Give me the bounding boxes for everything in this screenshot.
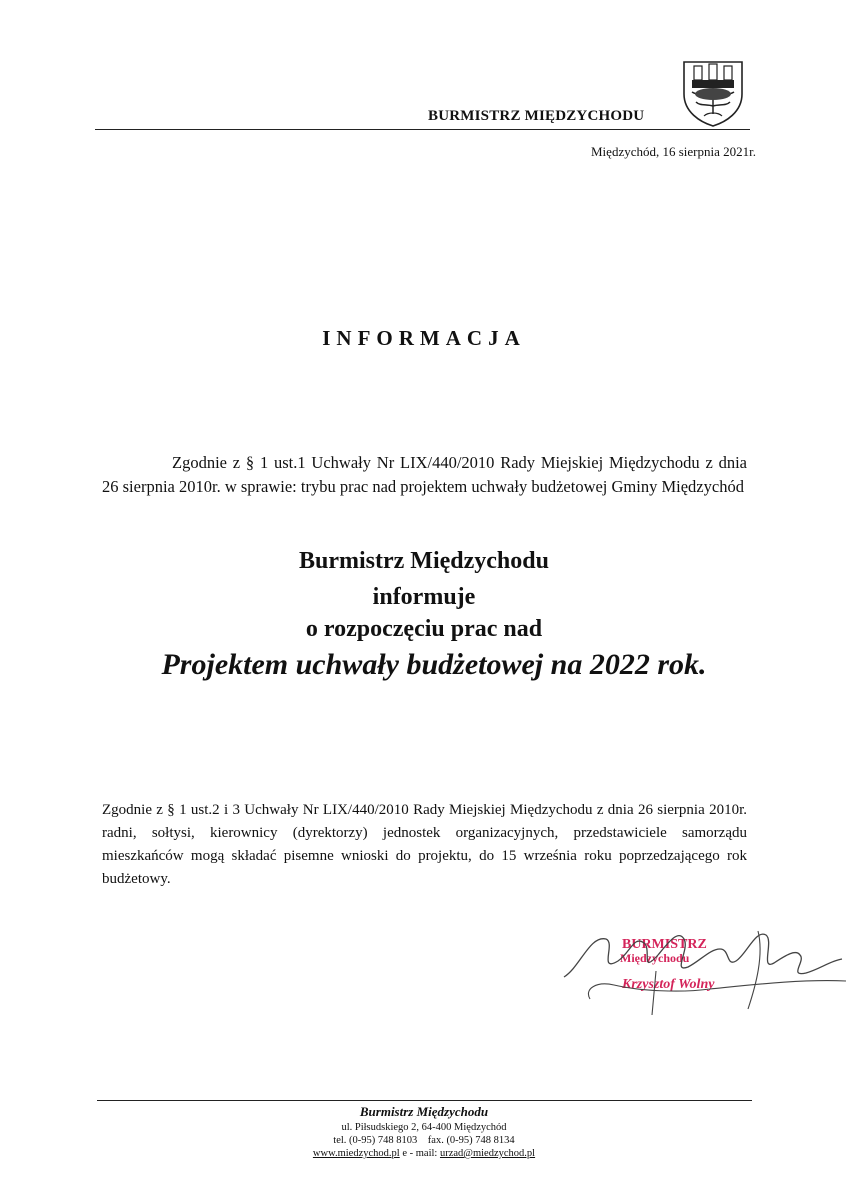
document-date: Międzychód, 16 sierpnia 2021r. <box>591 144 756 159</box>
announcement-line-3: o rozpoczęciu prac nad <box>305 616 543 642</box>
footer-contact <box>0 1147 848 1160</box>
header-title: BURMISTRZ MIĘDZYCHODU <box>428 108 645 124</box>
stamp-subtitle: Międzychodu <box>620 951 690 965</box>
announcement-line-4: Projektem uchwały budżetowej na 2022 rok. <box>161 648 707 681</box>
email-label: e - mail: <box>402 1148 438 1159</box>
announcement-line-2: informuje <box>372 584 476 610</box>
stamp-name: Krzysztof Wolny <box>622 977 715 992</box>
website-link[interactable]: www.miedzychod.pl <box>312 1148 400 1159</box>
email-link[interactable]: urzad@miedzychod.pl <box>439 1148 536 1159</box>
deadline-paragraph: Zgodnie z § 1 ust.2 i 3 Uchwały Nr LIX/440/2010 Rady Miejskiej Międzychodu z dnia 26 sierpnia 2010r. radni, sołtysi, kierownicy (dyrektorzy) jednostek organizacyjnych, przedstawiciele samorządu mieszkańców mogą składać pisemne wnioski do projektu, do 15 września roku poprzedzającego rok budżetowy. <box>102 802 747 887</box>
intro-paragraph: Zgodnie z § 1 ust.1 Uchwały Nr LIX/440/2010 Rady Miejskiej Międzychodu z dnia 26 sierpnia 2010r. w sprawie: trybu prac nad projektem uchwały budżetowej Gminy Międzychód <box>102 453 747 496</box>
footer-title: Burmistrz Międzychodu <box>359 1104 489 1119</box>
footer-address: ul. Piłsudskiego 2, 64-400 Międzychód <box>341 1122 507 1133</box>
footer-phone: tel. (0-95) 748 8103 fax. (0-95) 748 8134 <box>333 1135 515 1146</box>
document-heading: INFORMACJA <box>322 326 526 350</box>
footer-divider <box>97 1100 752 1101</box>
announcement-line-1: Burmistrz Międzychodu <box>299 548 549 574</box>
signature-stamp <box>560 915 848 1025</box>
header-divider <box>95 129 750 130</box>
coat-of-arms-icon <box>680 58 746 128</box>
stamp-title: BURMISTRZ <box>622 937 707 952</box>
